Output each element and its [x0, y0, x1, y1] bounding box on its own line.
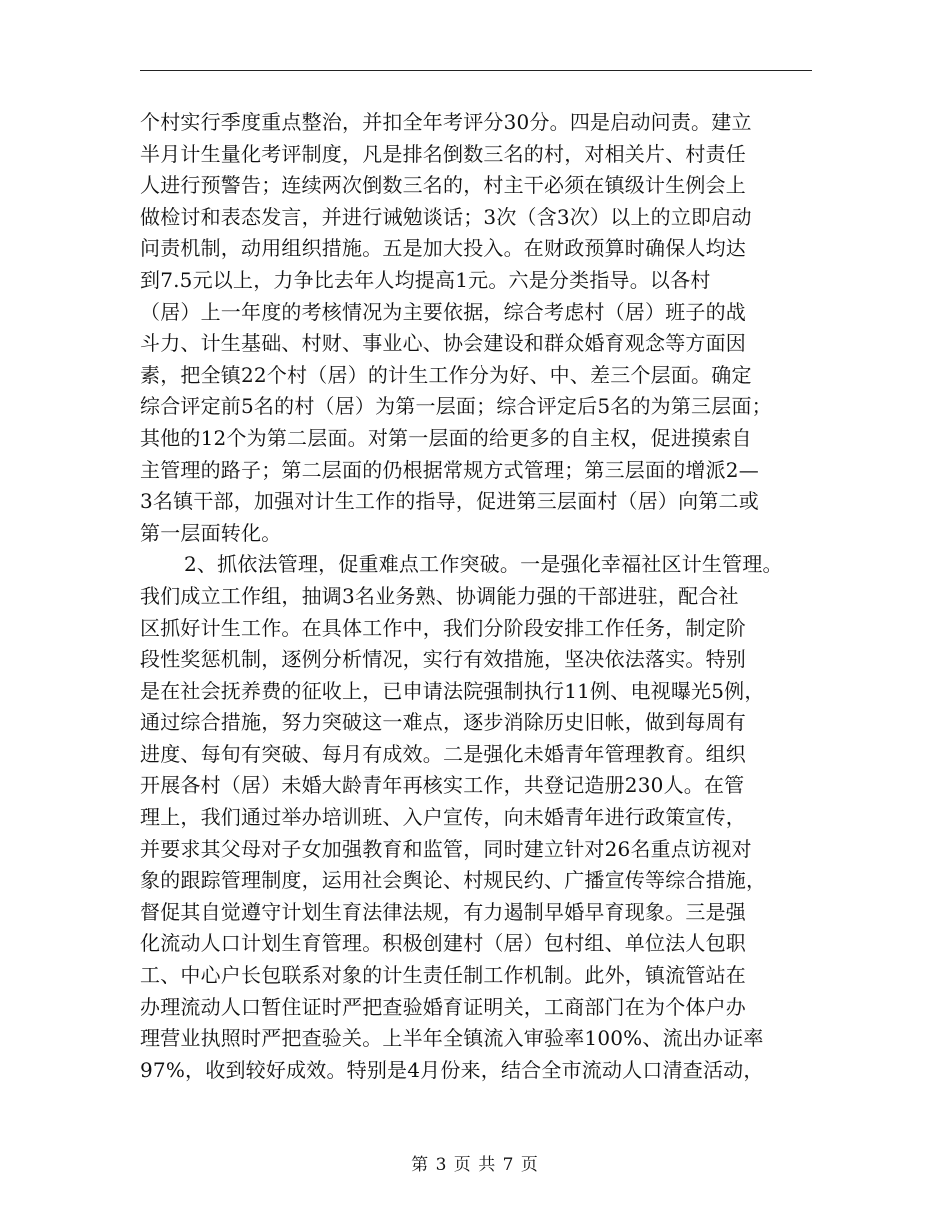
- text-line: 问责机制，动用组织措施。五是加大投入。在财政预算时确保人均达: [140, 236, 746, 261]
- text-line: 区抓好计生工作。在具体工作中，我们分阶段安排工作任务，制定阶: [140, 615, 746, 640]
- document-body: [140, 107, 820, 1086]
- header-rule: [140, 70, 812, 71]
- text-line: 97%，收到较好成效。特别是4月份来，结合全市流动人口清查活动，: [140, 1057, 764, 1082]
- text-line: 通过综合措施，努力突破这一难点，逐步消除历史旧帐，做到每周有: [140, 710, 746, 735]
- text-line: 并要求其父母对子女加强教育和监管，同时建立针对26名重点访视对: [140, 836, 752, 861]
- text-line: 督促其自觉遵守计划生育法律法规，有力遏制早婚早育现象。三是强: [140, 899, 746, 924]
- text-line: 理上，我们通过举办培训班、入户宣传，向未婚青年进行政策宣传，: [140, 805, 746, 830]
- text-line: 3名镇干部，加强对计生工作的指导，促进第三层面村（居）向第二或: [140, 489, 759, 514]
- text-line: 工、中心户长包联系对象的计生责任制工作机制。此外，镇流管站在: [140, 963, 746, 988]
- text-line: 其他的12个为第二层面。对第一层面的给更多的自主权，促进摸索自: [140, 425, 752, 450]
- text-line: 进度、每旬有突破、每月有成效。二是强化未婚青年管理教育。组织: [140, 741, 746, 766]
- text-line: 化流动人口计划生育管理。积极创建村（居）包村组、单位法人包职: [140, 931, 746, 956]
- text-line: 人进行预警告；连续两次倒数三名的，村主干必须在镇级计生例会上: [140, 173, 746, 198]
- text-line: （居）上一年度的考核情况为主要依据，综合考虑村（居）班子的战: [140, 299, 746, 324]
- text-line: 办理流动人口暂住证时严把查验婚育证明关，工商部门在为个体户办: [140, 994, 746, 1019]
- text-line: 我们成立工作组，抽调3名业务熟、协调能力强的干部进驻，配合社: [140, 583, 739, 608]
- text-line: 综合评定前5名的村（居）为第一层面；综合评定后5名的为第三层面；: [140, 394, 772, 419]
- text-line: 理营业执照时严把查验关。上半年全镇流入审验率100%、流出办证率: [140, 1026, 764, 1051]
- text-line: 段性奖惩机制，逐例分析情况，实行有效措施，坚决依法落实。特别: [140, 647, 746, 672]
- text-line: 是在社会抚养费的征收上，已申请法院强制执行11例、电视曝光5例，: [140, 678, 765, 703]
- paragraph-first-line: 2、抓依法管理，促重难点工作突破。一是强化幸福社区计生管理。: [184, 552, 783, 577]
- text-line: 象的跟踪管理制度，运用社会舆论、村规民约、广播宣传等综合措施，: [140, 868, 767, 893]
- page-number-footer: 第 3 页 共 7 页: [411, 1155, 539, 1175]
- text-line: 开展各村（居）未婚大龄青年再核实工作，共登记造册230人。在管: [140, 773, 745, 798]
- text-line: 斗力、计生基础、村财、事业心、协会建设和群众婚育观念等方面因: [140, 331, 746, 356]
- text-line: 第一层面转化。: [140, 520, 282, 545]
- text-line: 半月计生量化考评制度，凡是排名倒数三名的村，对相关片、村责任: [140, 141, 746, 166]
- text-line: 个村实行季度重点整治，并扣全年考评分30分。四是启动问责。建立: [140, 110, 752, 134]
- text-line: 到7.5元以上，力争比去年人均提高1元。六是分类指导。以各村: [140, 267, 711, 292]
- text-line: 主管理的路子；第二层面的仍根据常规方式管理；第三层面的增派2—: [140, 457, 759, 482]
- text-line: 做检讨和表态发言，并进行诫勉谈话；3次（含3次）以上的立即启动: [140, 204, 752, 229]
- text-line: 素，把全镇22个村（居）的计生工作分为好、中、差三个层面。确定: [140, 362, 752, 387]
